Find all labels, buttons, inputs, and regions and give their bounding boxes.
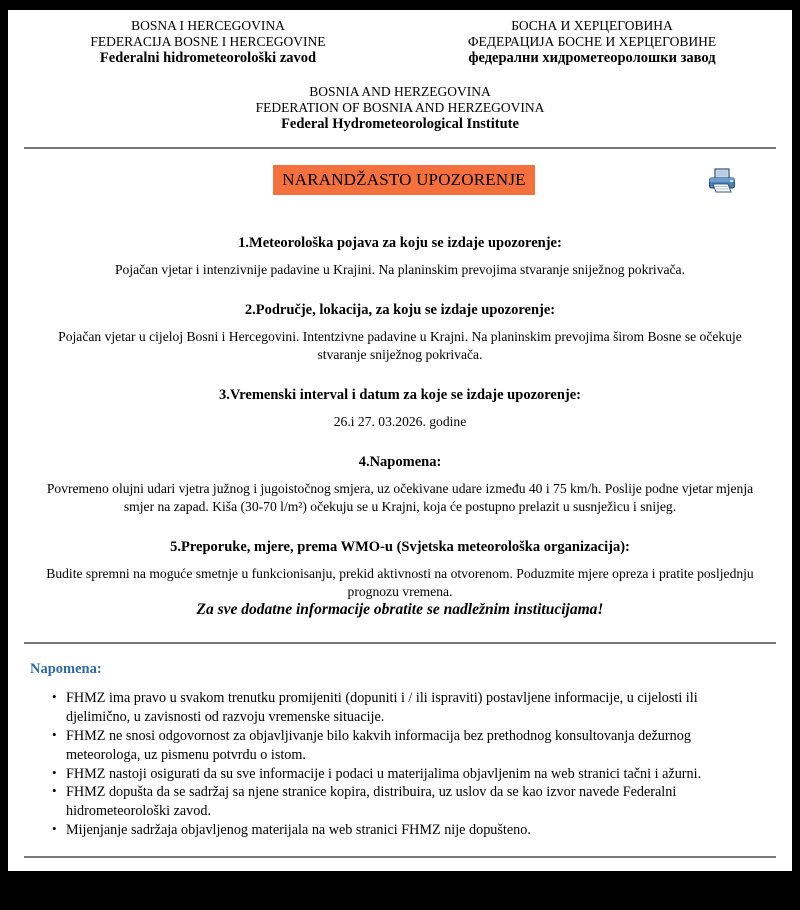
footer-email-line[interactable]: e-mail: fhmzbih@fhmzbih.gov.ba xyxy=(309,893,491,909)
section-2-title: 2.Područje, lokacija, za koju se izdaje upozorenje: xyxy=(244,302,556,319)
footer-contact xyxy=(16,875,784,910)
disclaimer-divider xyxy=(24,642,776,644)
header-institute-name-cyrillic: федерални хидрометеоролошки завод xyxy=(468,49,716,66)
section-5-body: Budite spremni na moguće smetnje u funkcionisanju, prekid aktivnosti na otvorenom. Poduzmite mjere opreza i pratite posljednju prognozu vremena. xyxy=(46,566,754,599)
list-item: • FHMZ dopušta da se sadržaj sa njene stranice kopira, distribuira, uz uslov da se kao izvor navede Federalni hidrometeorološki zavod. xyxy=(66,783,784,821)
section-3-title: 3.Vremenski interval i datum za koje se izdaje upozorenje: xyxy=(218,387,582,404)
header-institute-name-english: Federal Hydrometeorological Institute xyxy=(281,115,519,132)
list-item: • FHMZ ima pravo u svakom trenutku promijeniti (dopuniti i / ili ispraviti) postavljene informacije, u cijelosti ili djelimično, u zavisnosti od razvoju vremenske situacije. xyxy=(66,689,784,727)
disclaimer-title: Napomena: xyxy=(30,661,102,678)
header-country-name-latin: BOSNA I HERCEGOVINA xyxy=(131,18,285,33)
warning-level-badge[interactable]: NARANDŽASTO UPOZORENJE xyxy=(273,165,535,195)
header-column-bosnian-latin xyxy=(16,18,400,67)
disclaimer-list xyxy=(16,689,784,840)
header-federation-name-english: FEDERATION OF BOSNIA AND HERZEGOVINA xyxy=(255,99,545,115)
printer-icon xyxy=(708,167,736,193)
section-1-title: 1.Meteorološka pojava za koju se izdaje upozorenje: xyxy=(238,234,562,251)
footer-address-line: Bardakčije broj 12., 71000 Sarajevo, tel:00387 33 276 700, fax: 033 276 701; xyxy=(192,876,608,892)
header-federation-name-cyrillic: ФЕДЕРАЦИЈА БОСНЕ И ХЕРЦЕГОВИНЕ xyxy=(467,33,717,49)
header-institute-name-latin: Federalni hidrometeorološki zavod xyxy=(99,49,317,66)
footer-divider xyxy=(24,856,776,858)
section-4-title: 4.Napomena: xyxy=(358,454,442,471)
section-5-title: 5.Preporuke, mjere, prema WMO-u (Svjetska meteorološka organizacija): xyxy=(170,539,630,556)
warning-section-4 xyxy=(16,454,784,515)
warning-section-1 xyxy=(16,235,784,278)
section-5-emphasis: Za sve dodatne informacije obratite se nadležnim institucijama! xyxy=(196,601,604,619)
document-page xyxy=(8,10,792,909)
warning-section-2 xyxy=(16,302,784,363)
list-item: • FHMZ nastoji osigurati da su sve informacije i podaci u materijalima objavljenim na web stranici tačni i ažurni. xyxy=(66,765,784,784)
section-4-body: Povremeno olujni udari vjetra južnog i jugoistočnog smjera, uz očekivane udare između 40 i 75 km/h. Poslije podne vjetar mjenja smjer na zapad. Kiša (30-70 l/m²) očekuju se u Krajni, koja će postupno prelazit u susnježicu i snijeg. xyxy=(46,481,754,514)
section-3-body: 26.i 27. 03.2026. godine xyxy=(333,414,467,430)
header-country-name-cyrillic: БОСНА И ХЕРЦЕГОВИНА xyxy=(511,18,673,33)
warning-banner-row xyxy=(16,159,784,211)
header-federation-name-latin: FEDERACIJA BOSNE I HERCEGOVINE xyxy=(90,33,326,49)
section-2-body: Pojačan vjetar u cijeloj Bosni i Hercegovini. Intentzivne padavine u Krajni. Na planinskim prevojima širom Bosne se očekuje stvaranje sniježnog pokrivača. xyxy=(58,329,742,362)
header-column-cyrillic xyxy=(400,18,784,67)
list-item: • Mijenjanje sadržaja objavljenog materijala na web stranici FHMZ nije dopušteno. xyxy=(66,821,784,840)
header-column-english xyxy=(16,84,784,133)
warning-section-3 xyxy=(16,387,784,430)
header-divider xyxy=(24,147,776,149)
print-button[interactable] xyxy=(708,167,736,193)
warning-section-5 xyxy=(16,539,784,619)
institution-header xyxy=(16,18,784,67)
header-country-name-english: BOSNIA AND HERZEGOVINA xyxy=(309,83,491,99)
section-1-body: Pojačan vjetar i intenzivnije padavine u Krajini. Na planinskim prevojima stvaranje sniježnog pokrivača. xyxy=(114,261,685,277)
list-item: • FHMZ ne snosi odgovornost za objavljivanje bilo kakvih informacija bez prethodnog konsultovanja dežurnog meteorologa, uz pismenu potvrdu o istom. xyxy=(66,727,784,765)
